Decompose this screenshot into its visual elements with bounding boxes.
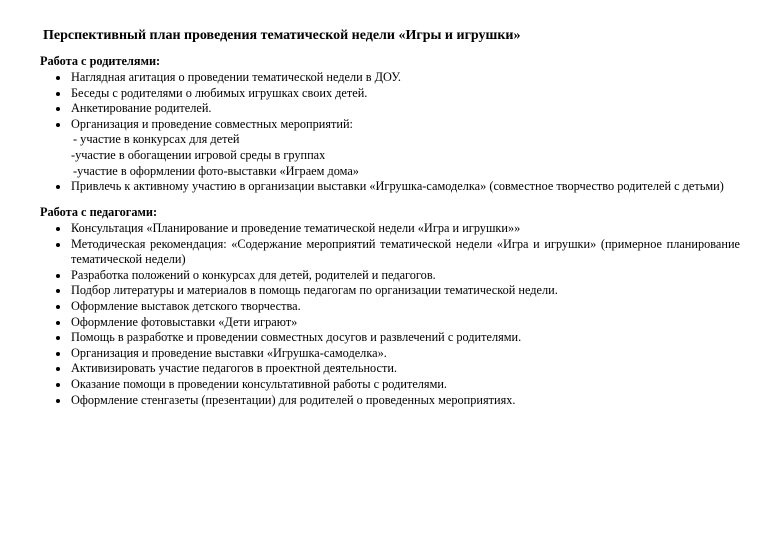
sub-item: -участие в обогащении игровой среды в группах: [71, 147, 326, 162]
list-item: Оформление фотовыставки «Дети играют»: [54, 315, 740, 331]
bullet-icon: [56, 123, 60, 127]
bullet-icon: [56, 383, 60, 387]
bullet-icon: [56, 289, 60, 293]
bullet-icon: [56, 321, 60, 325]
bullet-icon: [56, 336, 60, 340]
list-item: Наглядная агитация о проведении тематической недели в ДОУ.: [54, 70, 740, 86]
list-item: Активизировать участие педагогов в проектной деятельности.: [54, 361, 740, 377]
list-item: Организация и проведение совместных мероприятий: - участие в конкурсах для детей -участие в обогащении игровой среды в группах -участие в оформлении фото-выставки «Играем дома»: [54, 117, 740, 179]
bullet-icon: [56, 92, 60, 96]
list-item: Анкетирование родителей.: [54, 101, 740, 117]
list-item: Привлечь к активному участию в организации выставки «Игрушка-самоделка» (совместное творчество родителей с детьми): [54, 179, 740, 195]
sub-item: -участие в оформлении фото-выставки «Играем дома»: [73, 163, 359, 178]
bullet-icon: [56, 185, 60, 189]
list-item: Оказание помощи в проведении консультативной работы с родителями.: [54, 377, 740, 393]
parents-list: [54, 70, 740, 195]
list-item: Подбор литературы и материалов в помощь педагогам по организации тематической недели.: [54, 283, 740, 299]
bullet-icon: [56, 274, 60, 278]
list-item: Разработка положений о конкурсах для детей, родителей и педагогов.: [54, 268, 740, 284]
bullet-icon: [56, 399, 60, 403]
list-item: Методическая рекомендация: «Содержание мероприятий тематической недели «Игра и игрушки» (примерное планирование тематической недели): [54, 237, 740, 268]
bullet-icon: [56, 367, 60, 371]
list-item: Оформление стенгазеты (презентации) для родителей о проведенных мероприятиях.: [54, 393, 740, 409]
bullet-icon: [56, 352, 60, 356]
teachers-list: [54, 221, 740, 408]
document-title: Перспективный план проведения тематической недели «Игры и игрушки»: [43, 28, 521, 43]
list-item: Помощь в разработке и проведении совместных досугов и развлечений с родителями.: [54, 330, 740, 346]
teachers-heading: Работа с педагогами:: [40, 205, 158, 219]
list-item: Консультация «Планирование и проведение тематической недели «Игра и игрушки»»: [54, 221, 740, 237]
bullet-icon: [56, 107, 60, 111]
list-item: Беседы с родителями о любимых игрушках своих детей.: [54, 86, 740, 102]
bullet-icon: [56, 76, 60, 80]
sub-item: - участие в конкурсах для детей: [73, 132, 240, 147]
parents-heading: Работа с родителями:: [40, 54, 161, 68]
bullet-icon: [56, 227, 60, 231]
bullet-icon: [56, 305, 60, 309]
list-item: Оформление выставок детского творчества.: [54, 299, 740, 315]
bullet-icon: [56, 243, 60, 247]
list-item: Организация и проведение выставки «Игрушка-самоделка».: [54, 346, 740, 362]
